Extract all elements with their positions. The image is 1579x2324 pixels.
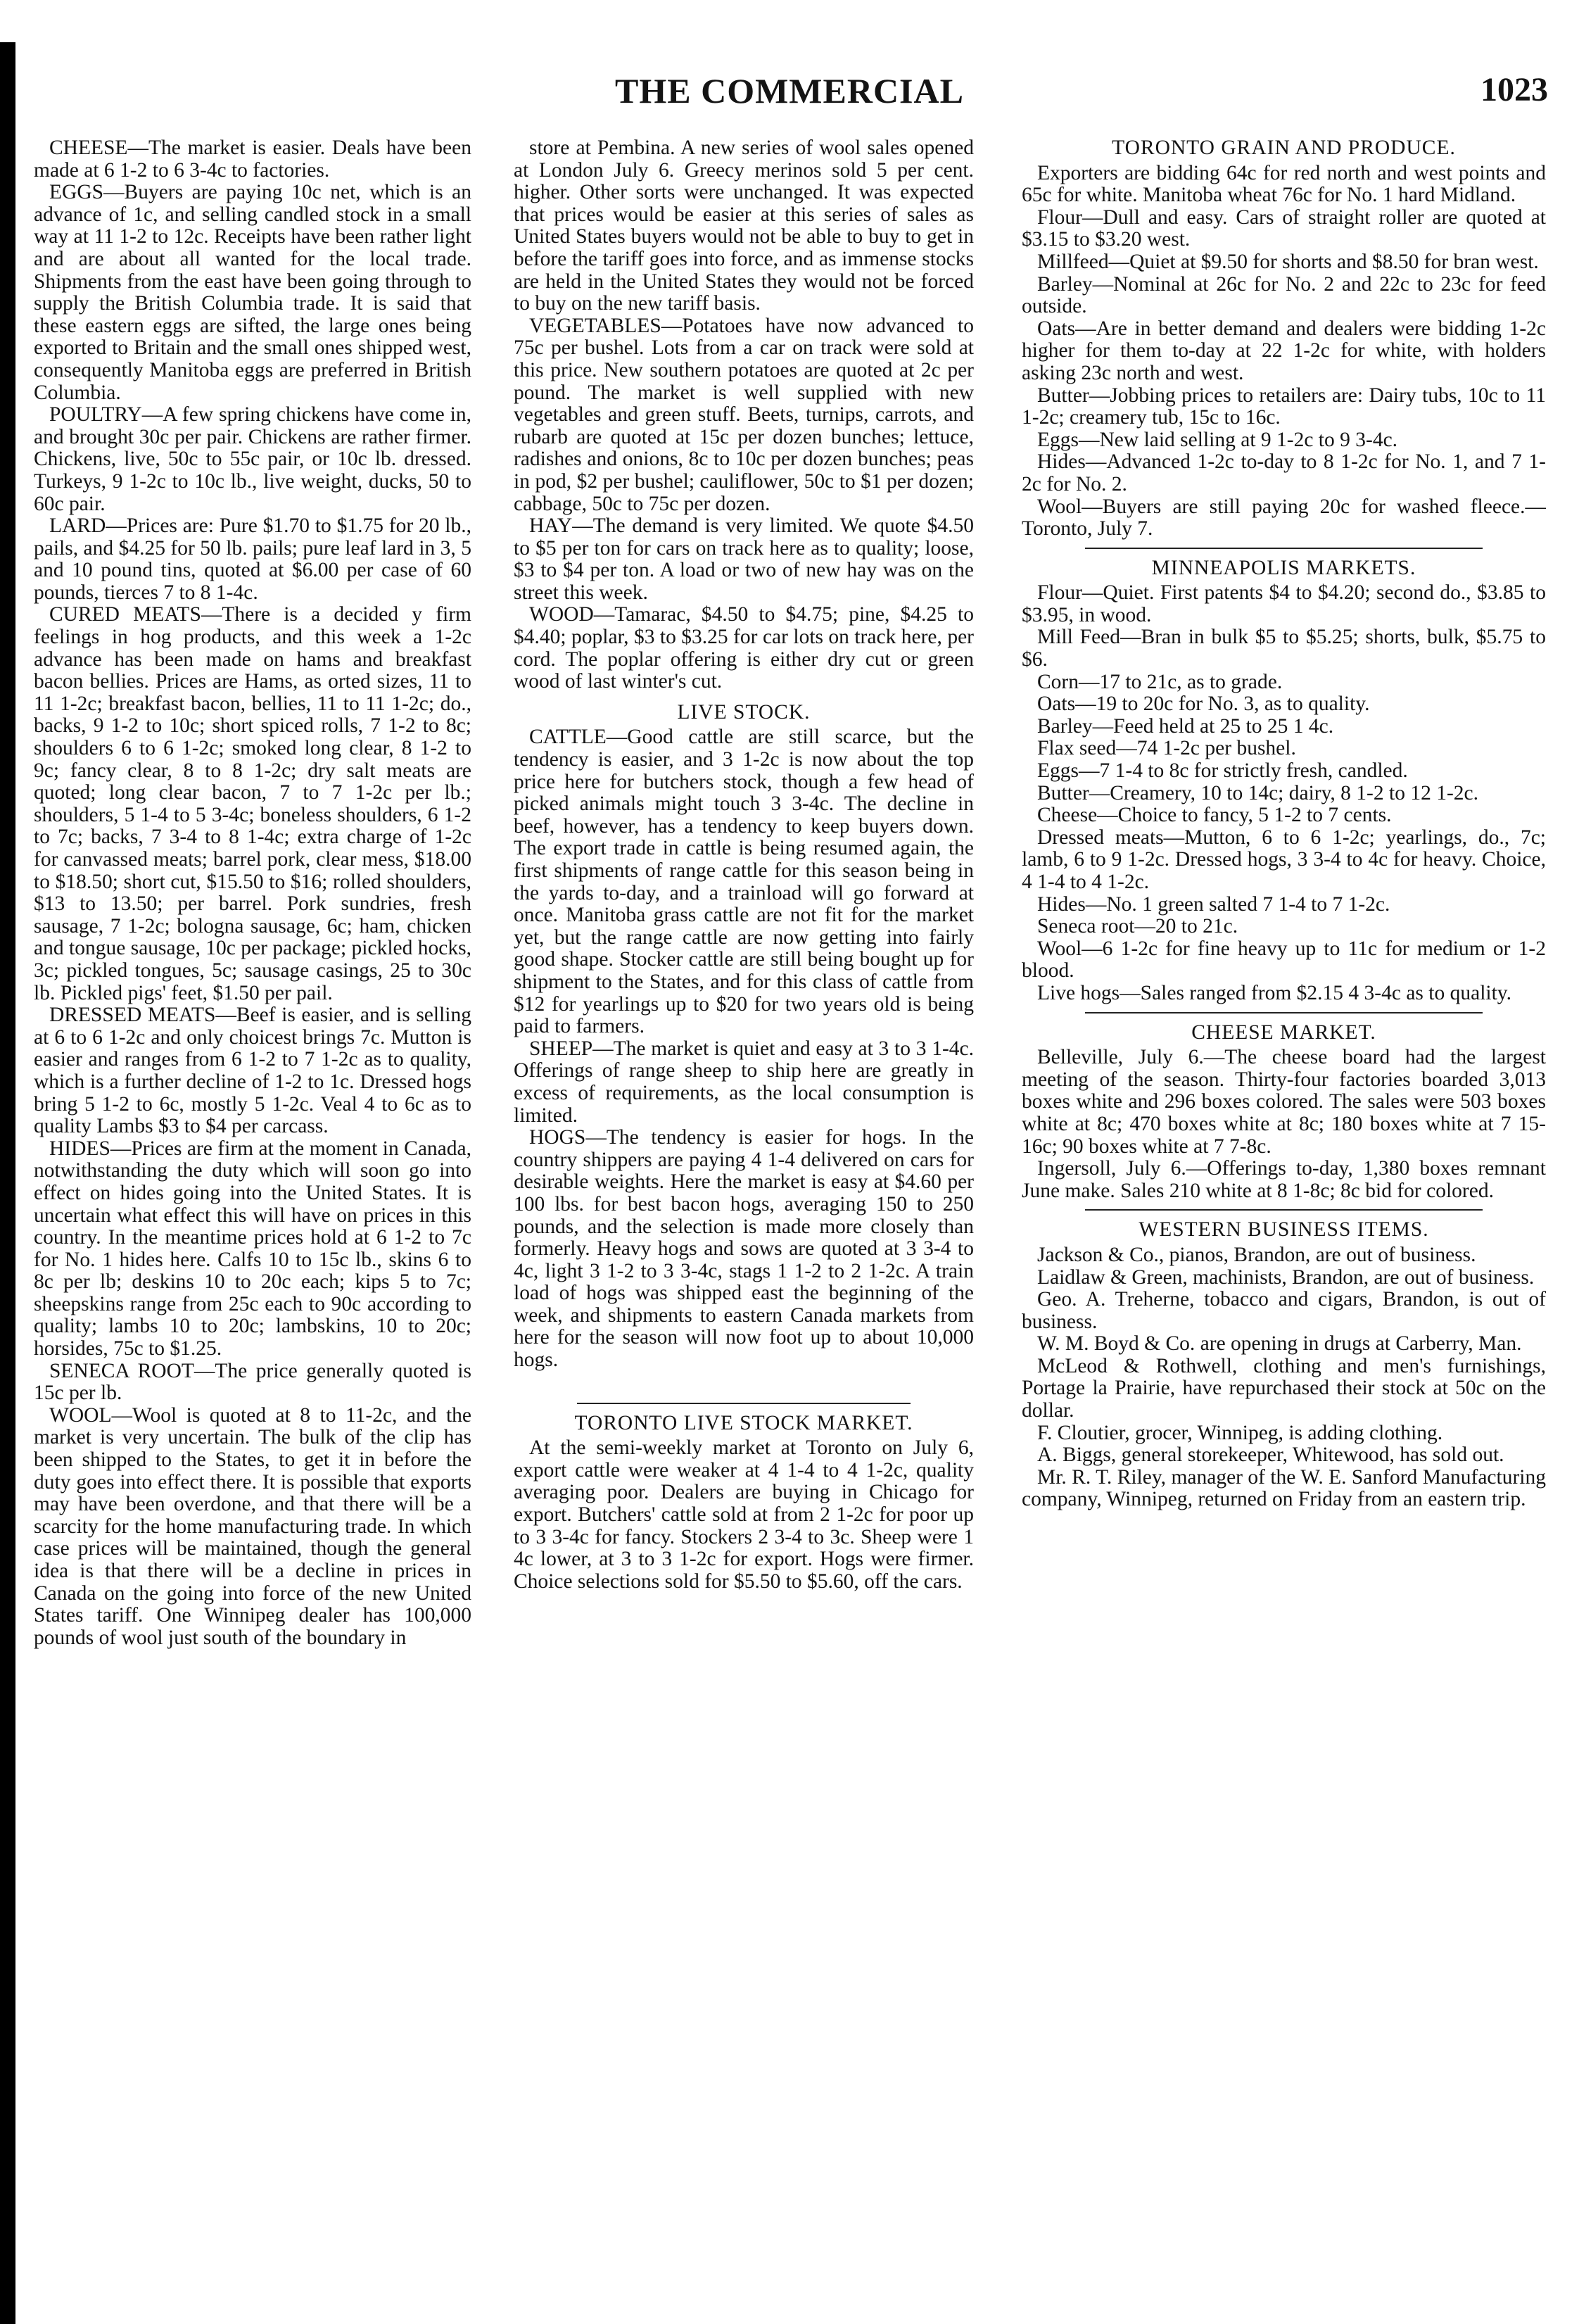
paragraph-vegetables: VEGETABLES—Potatoes have now advanced to 75c per bushel. Lots from a car on track were sold at this price. New southern potatoes are quoted at 2c per pound. The market is well supplied with new vegetables and green stuff. Beets, turnips, carrots, and rubarb are quoted at 15c per dozen bunches; lettuce, radishes and onions, 8c to 10c per dozen bunches; peas in pod, $2 per bushel; cauliflower, 50c to $1 per dozen; cabbage, 50c to 75c per dozen.	[514, 314, 974, 515]
paragraph-mpls-cheese: Cheese—Choice to fancy, 5 1-2 to 7 cents.	[1037, 804, 1392, 827]
paragraph-oats: Oats—Are in better demand and dealers were bidding 1-2c higher for them to-day at 22 1-2c for white, with holders asking 23c north and west.	[1022, 317, 1546, 384]
paragraph-business-4: W. M. Boyd & Co. are opening in drugs at Carberry, Man.	[1037, 1332, 1522, 1356]
paragraph-sheep: SHEEP—The market is quiet and easy at 3 to 3 1-4c. Offerings of range sheep to ship here are greatly in excess of requirements, as the local consumption is limited.	[514, 1037, 974, 1127]
paragraph-mpls-eggs: Eggs—7 1-4 to 8c for strictly fresh, candled.	[1037, 759, 1408, 783]
paragraph-business-6: F. Cloutier, grocer, Winnipeg, is adding clothing.	[1037, 1421, 1443, 1444]
paragraph-mpls-wool: Wool—6 1-2c for fine heavy up to 11c for medium or 1-2 blood.	[1022, 937, 1546, 983]
paragraph-poultry: POULTRY—A few spring chickens have come in, and brought 30c per pair. Chickens are rather firmer. Chickens, live, 50c to 55c pair, or 10c lb. dressed. Turkeys, 9 1-2c to 10c lb., live weight, ducks, 50 to 60c pair.	[34, 403, 471, 515]
paragraph-lard: LARD—Prices are: Pure $1.70 to $1.75 for 20 lb., pails, and $4.25 for 50 lb. pails; pure leaf lard in 3, 5 and 10 pound tins, quoted at $6.00 per case of 60 pounds, tierces 7 to 8 1-4c.	[34, 514, 471, 604]
paragraph-business-5: McLeod & Rothwell, clothing and men's furnishings, Portage la Prairie, have repurchased their stock at 50c on the dollar.	[1022, 1354, 1546, 1422]
paragraph-millfeed: Millfeed—Quiet at $9.50 for shorts and $8.50 for bran west.	[1037, 250, 1539, 273]
paragraph-wool-continued: store at Pembina. A new series of wool sales opened at London July 6. Greecy merinos sold 5 per cent. higher. Other sorts were unchanged. It was expected that prices would be easier at this series of sales as United States buyers would not be able to buy to get in before the tariff goes into force, and as immense stocks are held in the United States they would not be forced to buy on the new tariff basis.	[514, 137, 974, 315]
paragraph-eggs-toronto: Eggs—New laid selling at 9 1-2c to 9 3-4c.	[1037, 428, 1398, 451]
paragraph-cattle: CATTLE—Good cattle are still scarce, but the tendency is easier, and 3 1-2c is now about the top price here for butchers stock, though a few head of picked animals might touch 3 3-4c. The decline in beef, however, has a tendency to keep buyers down. The export trade in cattle is being resumed again, the first shipments of range cattle for this season being in the yards to-day, and a trainload will go forward at once. Manitoba grass cattle are not fit for the market yet, but the range cattle are now getting into fairly good shape. Stocker cattle are still being bought up for shipment to the States, and for this class of cattle from $12 for yearlings up to $20 for two years old is being paid to farmers.	[514, 726, 974, 1038]
paragraph-toronto-live-stock: At the semi-weekly market at Toronto on July 6, export cattle were weaker at 4 1-4 to 4 1-2c, quality averaging poor. Dealers are buying in Chicago for export. Butchers' cattle sold at from 2 1-2c for poor up to 3 3-4c for fancy. Stockers 2 3-4 to 3c. Sheep were 1 4c lower, at 3 to 3 1-2c for export. Hogs were firmer. Choice selections sold for $5.50 to $5.60, off the cars.	[514, 1436, 974, 1593]
paragraph-hogs: HOGS—The tendency is easier for hogs. In the country shippers are paying 4 1-4 delivered on cars for desirable weights. Here the market is easy at $4.60 per 100 lbs. for best bacon hogs, averaging 150 to 250 pounds, and the selection is made more closely than formerly. Heavy hogs and sows are quoted at 3 3-4 to 4c, light 3 1-2 to 3 3-4c, stags 1 1-2 to 2 1-2c. A train load of hogs was shipped east the beginning of the week, and shipments to eastern Canada markets from here for the season will now foot up to about 10,000 hogs.	[514, 1126, 974, 1372]
paragraph-business-2: Laidlaw & Green, machinists, Brandon, are out of business.	[1037, 1265, 1535, 1289]
section-rule	[1085, 1209, 1483, 1211]
running-header	[0, 70, 1579, 120]
paragraph-cheese: CHEESE—The market is easier. Deals have been made at 6 1-2 to 6 3-4c to factories.	[34, 137, 471, 182]
paragraph-business-3: Geo. A. Treherne, tobacco and cigars, Brandon, is out of business.	[1022, 1288, 1546, 1333]
paragraph-seneca-root: SENECA ROOT—The price generally quoted is 15c per lb.	[34, 1359, 471, 1405]
paragraph-mpls-corn: Corn—17 to 21c, as to grade.	[1037, 670, 1283, 693]
section-rule	[1085, 1012, 1483, 1013]
section-rule	[577, 1403, 911, 1404]
paragraph-butter: Butter—Jobbing prices to retailers are: Dairy tubs, 10c to 11 1-2c; creamery tub, 15c to 16c.	[1022, 384, 1546, 429]
page-number: 1023	[1480, 71, 1548, 108]
paragraph-business-1: Jackson & Co., pianos, Brandon, are out of business.	[1037, 1243, 1476, 1266]
heading-live-stock: LIVE STOCK.	[677, 700, 811, 724]
paragraph-hay: HAY—The demand is very limited. We quote $4.50 to $5 per ton for cars on track here as to quality; loose, $3 to $4 per ton. A load or two of new hay was on the street this week.	[514, 514, 974, 604]
heading-toronto-grain: TORONTO GRAIN AND PRODUCE.	[1112, 137, 1456, 159]
paragraph-wool-toronto: Wool—Buyers are still paying 20c for washed fleece.—Toronto, July 7.	[1022, 495, 1546, 541]
paragraph-mpls-flour: Flour—Quiet. First patents $4 to $4.20; second do., $3.85 to $3.95, in wood.	[1022, 581, 1546, 626]
paragraph-flour: Flour—Dull and easy. Cars of straight roller are quoted at $3.15 to $3.20 west.	[1022, 206, 1546, 251]
paragraph-wool: WOOL—Wool is quoted at 8 to 11-2c, and the market is very uncertain. The bulk of the clip has been shipped to the States, to get it in before the duty goes into effect there. It is possible that exports may have been overdone, and that there will be a scarcity for the home manufacturing trade. In which case prices will be maintained, though the general idea is that there will be a decline in prices in Canada on the going into force of the new United States tariff. One Winnipeg dealer has 100,000 pounds of wool just south of the boundary in	[34, 1403, 471, 1649]
paragraph-cured-meats: CURED MEATS—There is a decided y firm feelings in hog products, and this week a 1-2c advance has been made on hams and breakfast bacon bellies. Prices are Hams, as orted sizes, 11 to 11 1-2c; breakfast bacon, bellies, 11 to 11 1-2c; do., backs, 9 1-2 to 10c; short spiced rolls, 7 1-2 to 8c; shoulders 6 to 6 1-2c; smoked long clear, 8 1-2 to 9c; fancy clear, 8 to 8 1-2c; dry salt meats are quoted; long clear bacon, 7 to 7 1-2c per lb.; shoulders, 5 1-4 to 5 3-4c; boneless shoulders, 6 1-2 to 7c; backs, 7 3-4 to 8 1-4c; extra charge of 1-2c for canvassed meats; barrel pork, clear mess, $18.00 to $18.50; short cut, $15.50 to $16; rolled shoulders, $13 to 13.50; per barrel. Pork sundries, fresh sausage, 7 1-2c; bologna sausage, 6c; ham, chicken and tongue sausage, 10c per package; pickled hocks, 3c; pickled tongues, 5c; sausage casings, 25 to 30c lb. Pickled pigs' feet, $1.50 per pail.	[34, 603, 471, 1004]
paragraph-mpls-dressed-meats: Dressed meats—Mutton, 6 to 6 1-2c; yearlings, do., 7c; lamb, 6 to 9 1-2c. Dressed hogs, 3 3-4 to 4c for heavy. Choice, 4 1-4 to 4 1-2c.	[1022, 826, 1546, 893]
paragraph-mpls-seneca: Seneca root—20 to 21c.	[1037, 915, 1238, 938]
paragraph-dressed-meats: DRESSED MEATS—Beef is easier, and is selling at 6 to 6 1-2c and only choicest brings 7c. Mutton is easier and ranges from 6 1-2 to 7 1-2c as to quality, which is a further decline of 1-2 to 1c. Dressed hogs bring 5 1-2 to 6c, mostly 5 1-2c. Veal 4 to 6c as to quality Lambs $3 to $4 per carcass.	[34, 1004, 471, 1138]
paragraph-mpls-butter: Butter—Creamery, 10 to 14c; dairy, 8 1-2 to 12 1-2c.	[1037, 781, 1478, 804]
column-1	[34, 137, 471, 2312]
heading-toronto-live-stock: TORONTO LIVE STOCK MARKET.	[574, 1411, 913, 1434]
paragraph-mpls-live-hogs: Live hogs—Sales ranged from $2.15 4 3-4c as to quality.	[1037, 981, 1511, 1004]
paragraph-ingersoll: Ingersoll, July 6.—Offerings to-day, 1,380 boxes remnant June make. Sales 210 white at 8 1-8c; 8c bid for colored.	[1022, 1157, 1546, 1202]
paragraph-wood: WOOD—Tamarac, $4.50 to $4.75; pine, $4.25 to $4.40; poplar, $3 to $3.25 for car lots on track here, per cord. The poplar offering is either dry cut or green wood of last winter's cut.	[514, 603, 974, 693]
heading-western-business: WESTERN BUSINESS ITEMS.	[1139, 1218, 1429, 1242]
paragraph-eggs: EGGS—Buyers are paying 10c net, which is an advance of 1c, and selling candled stock in a small way at 11 1-2 to 12c. Receipts have been rather light and are about all wanted for the local trade. Shipments from the east have been going through to supply the British Columbia trade. It is said that these eastern eggs are sifted, the large ones being exported to Britain and the small ones shipped west, consequently Manitoba eggs are preferred in British Columbia.	[34, 181, 471, 404]
paragraph-hides-toronto: Hides—Advanced 1-2c to-day to 8 1-2c for No. 1, and 7 1-2c for No. 2.	[1022, 450, 1546, 495]
column-2	[514, 137, 974, 2312]
heading-cheese-market: CHEESE MARKET.	[1191, 1021, 1376, 1044]
paragraph-hides: HIDES—Prices are firm at the moment in Canada, notwithstanding the duty which will soon go into effect on hides going into the United States. It is uncertain what effect this will have on prices in this country. In the meantime prices hold at 6 1-2 to 7c for No. 1 hides here. Calfs 10 to 15c lb., skins 6 to 8c per lb; deskins 10 to 20c each; kips 5 to 7c; sheepskins range from 25c each to 90c according to quality; lambs 10 to 20c; lambskins, 10 to 20c; horsides, 75c to $1.25.	[34, 1137, 471, 1360]
paragraph-belleville: Belleville, July 6.—The cheese board had the largest meeting of the season. Thirty-four factories boarded 3,013 boxes white and 296 boxes colored. The sales were 503 boxes white at 8c; 470 boxes white at 8c; 180 boxes white at 7 15-16c; 90 boxes white at 7 7-8c.	[1022, 1046, 1546, 1158]
section-rule	[1085, 548, 1483, 549]
column-3	[1022, 137, 1546, 2312]
paragraph-mpls-barley: Barley—Feed held at 25 to 25 1 4c.	[1037, 714, 1334, 738]
binding-edge	[0, 42, 15, 2324]
paragraph-business-7: A. Biggs, general storekeeper, Whitewood, has sold out.	[1037, 1444, 1504, 1467]
paragraph-business-8: Mr. R. T. Riley, manager of the W. E. Sanford Manufacturing company, Winnipeg, returned on Friday from an eastern trip.	[1022, 1465, 1546, 1511]
paragraph-exporters: Exporters are bidding 64c for red north and west points and 65c for white. Manitoba wheat 76c for No. 1 hard Midland.	[1022, 161, 1546, 207]
paragraph-mpls-oats: Oats—19 to 20c for No. 3, as to quality.	[1037, 693, 1370, 716]
paragraph-mpls-flax: Flax seed—74 1-2c per bushel.	[1037, 737, 1296, 760]
paragraph-mpls-mill-feed: Mill Feed—Bran in bulk $5 to $5.25; shorts, bulk, $5.75 to $6.	[1022, 626, 1546, 671]
heading-minneapolis: MINNEAPOLIS MARKETS.	[1151, 556, 1416, 579]
paragraph-mpls-hides: Hides—No. 1 green salted 7 1-4 to 7 1-2c.	[1037, 892, 1390, 916]
publication-title: THE COMMERCIAL	[615, 71, 964, 110]
paragraph-barley: Barley—Nominal at 26c for No. 2 and 22c to 23c for feed outside.	[1022, 272, 1546, 318]
